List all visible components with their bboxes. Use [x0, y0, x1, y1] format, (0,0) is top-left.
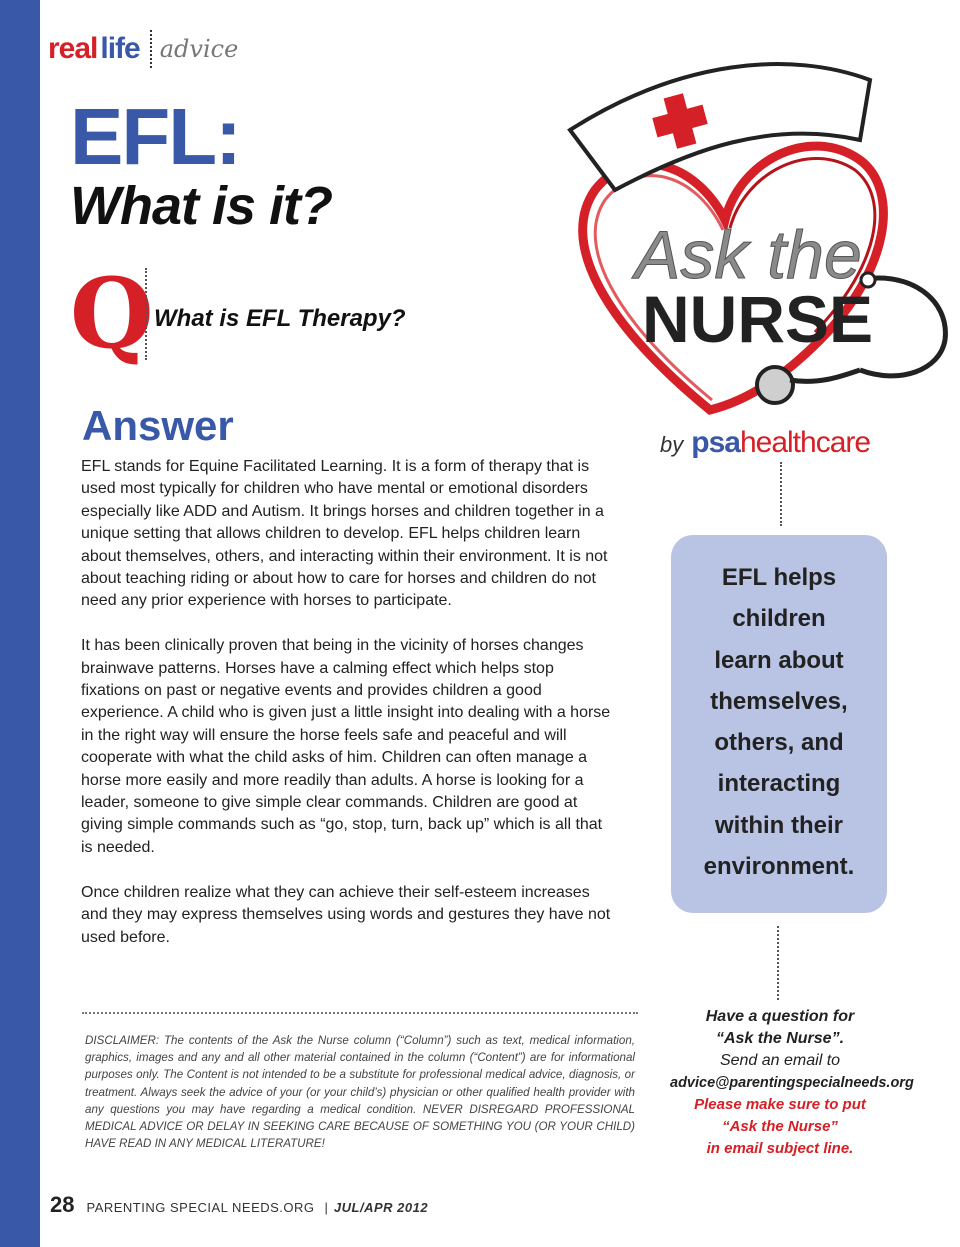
callout-line: others, and — [714, 729, 844, 757]
disclaimer-text: DISCLAIMER: The contents of the Ask the Nurse column (“Column”) such as text, medical information, graphics, images and any and all other material contained in the column (“Content”) are for informational purposes only. The Content is not intended to be a substitute for professional medical advice, diagnosis, or treatment. Always seek the advice of your (or your child’s) physician or other qualified health provider with any questions you may have regarding a medical condition. NEVER DISREGARD PROFESSIONAL MEDICAL ADVICE OR DELAY IN SEEKING CARE BECAUSE OF SOMETHING YOU (OR YOUR CHILD) HAVE READ IN ANY MEDICAL LITERATURE! — [85, 1034, 635, 1151]
callout-line: interacting — [717, 770, 841, 798]
answer-paragraph-3: Once children realize what they can achieve their self-esteem increases and they may express themselves using words and gestures they have not used before. — [81, 883, 611, 946]
brand-healthcare: healthcare — [739, 426, 871, 459]
answer-paragraph-1: EFL stands for Equine Facilitated Learning. It is a form of therapy that is used most typically for children who have mental or emotional disorders especially like ADD and Autism. It brings horses and children together in a unique setting that allows children to develop. EFL helps children learn about themselves, others, and interacting within their environment. It is not about teaching riding or about how to care for horses and children do not need any prior experience with horses to participate. — [81, 458, 608, 610]
brand-byline — [660, 426, 870, 460]
contact-note-1: Please make sure to put — [694, 1096, 866, 1113]
contact-box — [670, 1006, 914, 1160]
question-letter: Q — [70, 257, 154, 370]
stethoscope-tube-lower — [790, 370, 860, 381]
section-advice: advice — [159, 35, 239, 63]
contact-line-1: Have a question for — [705, 1008, 855, 1025]
section-header — [48, 30, 238, 68]
article-subtitle: What is it? — [70, 176, 332, 236]
stethoscope-chestpiece — [757, 367, 793, 403]
footer-separator: | — [324, 1200, 328, 1215]
logo-nurse: NURSE — [642, 282, 874, 356]
left-color-bar — [0, 0, 40, 1247]
question-text: What is EFL Therapy? — [154, 305, 406, 332]
page-number: 28 — [50, 1192, 75, 1217]
section-real: real — [48, 32, 98, 65]
issue-date: JUL/APR 2012 — [333, 1200, 429, 1215]
callout-line: themselves, — [710, 687, 848, 715]
contact-line-3: Send an email to — [719, 1052, 841, 1069]
contact-note-2: “Ask the Nurse” — [722, 1118, 838, 1135]
dotted-connector-top — [780, 462, 782, 526]
article-title: EFL: — [70, 92, 240, 181]
question-divider — [145, 268, 147, 360]
contact-email-link[interactable]: advice@parentingspecialneeds.org — [670, 1075, 914, 1091]
section-divider — [150, 30, 152, 68]
answer-paragraph-2: It has been clinically proven that being in the vicinity of horses changes brainwave patterns. Horses have a calming effect which helps stop fixations on past or negative events and provides children a good experience. A child who is given just a little insight into dealing with a horse in the right way will ensure the horse feels safe and peaceful and will cooperate with what the child asks of him. Children can often manage a horse more easily and more readily than adults. A horse is looking for a leader, someone to give simple clear commands. Children are good at giving simple commands such as “go, stop, turn, back up” which is all that is needed. — [81, 637, 611, 856]
answer-heading: Answer — [82, 402, 234, 449]
nurse-cap — [570, 64, 870, 190]
brand-psa: psa — [691, 426, 740, 459]
contact-note-3: in email subject line. — [706, 1140, 854, 1157]
publication-name: PARENTING SPECIAL NEEDS.ORG — [86, 1200, 315, 1215]
callout-line: learn about — [714, 646, 844, 674]
byline-by: by — [660, 432, 684, 457]
logo-ask-the: Ask the — [635, 217, 862, 293]
callout-line: EFL helps — [721, 564, 837, 591]
page-footer — [50, 1192, 428, 1218]
dotted-connector-bottom — [777, 926, 779, 1000]
callout-line: environment. — [703, 853, 855, 881]
disclaimer-divider — [82, 1012, 638, 1014]
callout-line: within their — [715, 811, 843, 839]
callout-line: children — [732, 605, 826, 633]
pull-quote-callout — [671, 535, 887, 913]
ask-the-nurse-logo — [560, 40, 960, 480]
nurse-heart-graphic — [560, 40, 960, 480]
section-life: life — [100, 32, 140, 65]
contact-line-2: “Ask the Nurse”. — [715, 1030, 845, 1047]
answer-body — [81, 456, 611, 971]
